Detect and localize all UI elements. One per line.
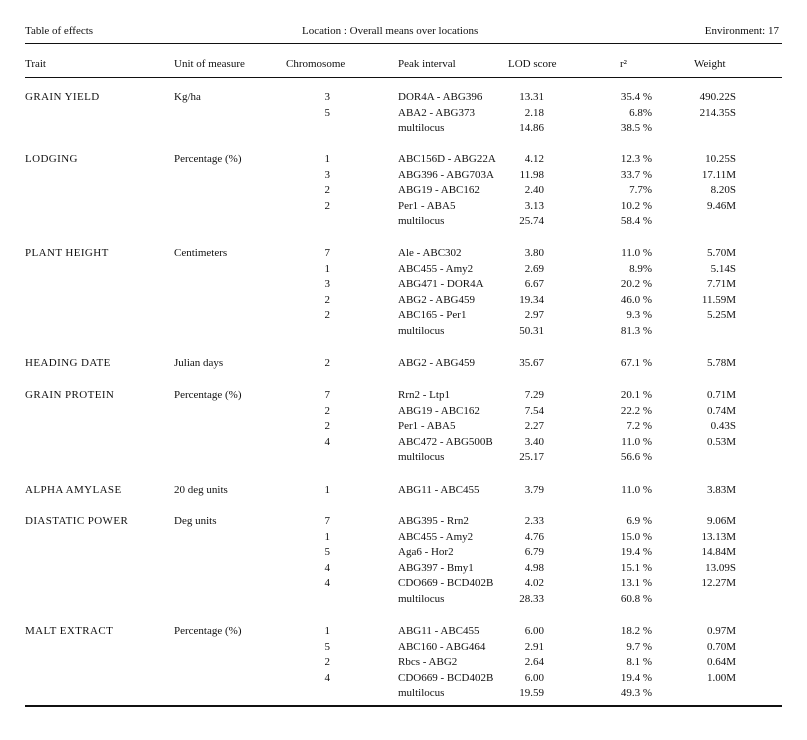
- trait-name: GRAIN YIELD: [25, 91, 100, 103]
- r2-value: 56.6 %: [620, 451, 652, 464]
- r2-value: 60.8 %: [620, 593, 652, 605]
- weight-value: 10.25S: [705, 153, 736, 165]
- chromosome-value: 4: [324, 671, 330, 684]
- chromosome-value: 1: [324, 530, 330, 543]
- lod-score: 19.34: [519, 293, 544, 306]
- r2-value: 49.3 %: [620, 687, 652, 700]
- chromosome-value: 3: [324, 278, 330, 291]
- chromosome-value: 7: [324, 389, 330, 401]
- r2-value: 81.3 %: [620, 325, 652, 337]
- r2-value: 12.3 %: [620, 153, 652, 165]
- peak-interval: ABC455 - Amy2: [398, 262, 474, 275]
- weight-value: 0.71M: [706, 389, 736, 401]
- lod-score: 2.40: [524, 184, 544, 197]
- lod-score: 4.98: [524, 561, 544, 574]
- peak-interval: ABG11 - ABC455: [398, 484, 480, 496]
- r2-value: 19.4 %: [620, 671, 652, 684]
- r2-value: 7.2 %: [626, 420, 652, 433]
- r2-value: 7.7%: [629, 184, 652, 197]
- lod-score: 2.27: [524, 420, 544, 433]
- lod-score: 25.17: [519, 451, 544, 464]
- lod-score: 7.29: [524, 389, 544, 401]
- peak-interval: multilocus: [398, 122, 445, 135]
- lod-score: 4.12: [524, 153, 544, 165]
- lod-score: 28.33: [519, 593, 544, 605]
- r2-value: 46.0 %: [620, 293, 652, 306]
- peak-interval: DOR4A - ABG396: [398, 91, 483, 103]
- peak-interval: ABG2 - ABG459: [398, 357, 476, 369]
- chromosome-value: 2: [324, 184, 330, 197]
- lod-score: 11.98: [519, 168, 544, 181]
- trait-name: ALPHA AMYLASE: [25, 484, 122, 496]
- lod-score: 2.91: [524, 640, 544, 653]
- unit-of-measure: Percentage (%): [174, 389, 242, 401]
- table-caption: Table of effects: [25, 25, 94, 37]
- col-header-weight: Weight: [694, 58, 726, 70]
- r2-value: 20.1 %: [620, 389, 652, 401]
- weight-value: 214.35S: [699, 106, 736, 119]
- unit-of-measure: Kg/ha: [174, 91, 201, 103]
- chromosome-value: 5: [324, 106, 330, 119]
- peak-interval: multilocus: [398, 451, 445, 464]
- location-label: Location : Overall means over locations: [302, 25, 479, 37]
- weight-value: 13.13M: [701, 530, 736, 543]
- chromosome-value: 2: [324, 656, 330, 669]
- weight-value: 7.71M: [706, 278, 736, 291]
- lod-score: 6.79: [524, 546, 544, 559]
- environment-label: Environment: 17: [704, 25, 779, 37]
- unit-of-measure: Julian days: [174, 357, 224, 369]
- r2-value: 22.2 %: [620, 404, 652, 417]
- chromosome-value: 1: [324, 484, 330, 496]
- chromosome-value: 2: [324, 420, 330, 433]
- r2-value: 15.1 %: [620, 561, 652, 574]
- lod-score: 2.69: [524, 262, 544, 275]
- col-header-r2: r²: [620, 58, 627, 70]
- weight-value: 12.27M: [701, 577, 736, 590]
- lod-score: 6.00: [524, 625, 544, 637]
- lod-score: 2.97: [524, 309, 544, 322]
- peak-interval: ABG2 - ABG459: [398, 293, 476, 306]
- lod-score: 3.40: [524, 435, 544, 448]
- peak-interval: ABC455 - Amy2: [398, 530, 474, 543]
- r2-value: 11.0 %: [621, 435, 652, 448]
- chromosome-value: 2: [324, 357, 330, 369]
- chromosome-value: 4: [324, 435, 330, 448]
- weight-value: 490.22S: [699, 91, 736, 103]
- col-header-peak: Peak interval: [398, 58, 456, 70]
- chromosome-value: 3: [324, 91, 330, 103]
- chromosome-value: 2: [324, 199, 330, 212]
- peak-interval: ABG471 - DOR4A: [398, 278, 484, 291]
- r2-value: 8.9%: [629, 262, 652, 275]
- weight-value: 8.20S: [710, 184, 736, 197]
- lod-score: 2.18: [524, 106, 544, 119]
- lod-score: 3.79: [524, 484, 544, 496]
- chromosome-value: 4: [324, 561, 330, 574]
- r2-value: 11.0 %: [621, 247, 652, 259]
- peak-interval: ABC472 - ABG500B: [398, 435, 493, 448]
- weight-value: 1.00M: [706, 671, 736, 684]
- r2-value: 19.4 %: [620, 546, 652, 559]
- weight-value: 11.59M: [701, 293, 736, 306]
- lod-score: 7.54: [524, 404, 544, 417]
- lod-score: 35.67: [519, 357, 544, 369]
- r2-value: 10.2 %: [620, 199, 652, 212]
- weight-value: 9.46M: [706, 199, 736, 212]
- peak-interval: multilocus: [398, 687, 445, 700]
- r2-value: 20.2 %: [620, 278, 652, 291]
- peak-interval: ABG396 - ABG703A: [398, 168, 494, 181]
- column-header-rule: [25, 77, 782, 78]
- weight-value: 5.25M: [706, 309, 736, 322]
- peak-interval: ABG19 - ABC162: [398, 404, 480, 417]
- r2-value: 9.3 %: [626, 309, 652, 322]
- col-header-chromosome: Chromosome: [286, 58, 346, 70]
- peak-interval: ABC165 - Per1: [398, 309, 467, 322]
- lod-score: 6.67: [524, 278, 544, 291]
- peak-interval: ABA2 - ABG373: [398, 106, 476, 119]
- lod-score: 4.02: [524, 577, 544, 590]
- r2-value: 33.7 %: [620, 168, 652, 181]
- r2-value: 13.1 %: [620, 577, 652, 590]
- weight-value: 3.83M: [706, 484, 736, 496]
- peak-interval: Rbcs - ABG2: [398, 656, 458, 669]
- chromosome-value: 7: [324, 515, 330, 527]
- unit-of-measure: Percentage (%): [174, 625, 242, 637]
- r2-value: 35.4 %: [620, 91, 652, 103]
- peak-interval: ABG19 - ABC162: [398, 184, 480, 197]
- lod-score: 19.59: [519, 687, 544, 700]
- chromosome-value: 4: [324, 577, 330, 590]
- weight-value: 5.14S: [710, 262, 736, 275]
- peak-interval: multilocus: [398, 325, 445, 337]
- chromosome-value: 1: [324, 153, 330, 165]
- weight-value: 0.74M: [706, 404, 736, 417]
- chromosome-value: 2: [324, 293, 330, 306]
- lod-score: 3.13: [524, 199, 544, 212]
- peak-interval: Per1 - ABA5: [398, 420, 456, 433]
- peak-interval: CDO669 - BCD402B: [398, 577, 494, 590]
- r2-value: 11.0 %: [621, 484, 652, 496]
- trait-name: LODGING: [25, 153, 78, 165]
- peak-interval: ABG395 - Rrn2: [398, 515, 469, 527]
- unit-of-measure: Deg units: [174, 515, 217, 527]
- r2-value: 6.8%: [629, 106, 652, 119]
- trait-name: GRAIN PROTEIN: [25, 389, 115, 401]
- table-bottom-rule: [25, 705, 782, 707]
- chromosome-value: 7: [324, 247, 330, 259]
- chromosome-value: 2: [324, 404, 330, 417]
- weight-value: 0.70M: [706, 640, 736, 653]
- lod-score: 13.31: [519, 91, 544, 103]
- r2-value: 58.4 %: [620, 215, 652, 228]
- weight-value: 0.97M: [706, 625, 736, 637]
- trait-name: PLANT HEIGHT: [25, 247, 109, 259]
- weight-value: 0.64M: [706, 656, 736, 669]
- header-rule: [25, 43, 782, 44]
- peak-interval: Per1 - ABA5: [398, 199, 456, 212]
- peak-interval: ABC156D - ABG22A: [398, 153, 496, 165]
- lod-score: 4.76: [524, 530, 544, 543]
- peak-interval: Ale - ABC302: [398, 247, 462, 259]
- lod-score: 2.33: [524, 515, 544, 527]
- r2-value: 18.2 %: [620, 625, 652, 637]
- lod-score: 3.80: [524, 247, 544, 259]
- chromosome-value: 1: [324, 262, 330, 275]
- lod-score: 14.86: [519, 122, 544, 135]
- peak-interval: Aga6 - Hor2: [398, 546, 454, 559]
- lod-score: 2.64: [524, 656, 544, 669]
- col-header-trait: Trait: [25, 58, 46, 70]
- chromosome-value: 5: [324, 640, 330, 653]
- weight-value: 5.78M: [706, 357, 736, 369]
- chromosome-value: 3: [324, 168, 330, 181]
- unit-of-measure: 20 deg units: [174, 484, 228, 496]
- weight-value: 5.70M: [706, 247, 736, 259]
- peak-interval: ABG397 - Bmy1: [398, 561, 474, 574]
- weight-value: 9.06M: [706, 515, 736, 527]
- trait-name: DIASTATIC POWER: [25, 515, 129, 527]
- chromosome-value: 5: [324, 546, 330, 559]
- lod-score: 50.31: [519, 325, 544, 337]
- weight-value: 0.53M: [706, 435, 736, 448]
- peak-interval: multilocus: [398, 593, 445, 605]
- chromosome-value: 2: [324, 309, 330, 322]
- weight-value: 14.84M: [701, 546, 736, 559]
- r2-value: 6.9 %: [626, 515, 652, 527]
- r2-value: 38.5 %: [620, 122, 652, 135]
- r2-value: 8.1 %: [626, 656, 652, 669]
- weight-value: 13.09S: [705, 561, 736, 574]
- r2-value: 67.1 %: [620, 357, 652, 369]
- peak-interval: ABC160 - ABG464: [398, 640, 486, 653]
- col-header-lod: LOD score: [508, 58, 557, 70]
- weight-value: 17.11M: [701, 168, 736, 181]
- r2-value: 15.0 %: [620, 530, 652, 543]
- peak-interval: multilocus: [398, 215, 445, 228]
- unit-of-measure: Centimeters: [174, 247, 228, 259]
- col-header-unit: Unit of measure: [174, 58, 245, 70]
- chromosome-value: 1: [324, 625, 330, 637]
- trait-name: HEADING DATE: [25, 357, 111, 369]
- unit-of-measure: Percentage (%): [174, 153, 242, 165]
- weight-value: 0.43S: [710, 420, 736, 433]
- lod-score: 25.74: [519, 215, 544, 228]
- peak-interval: ABG11 - ABC455: [398, 625, 480, 637]
- lod-score: 6.00: [524, 671, 544, 684]
- peak-interval: Rrn2 - Ltp1: [398, 389, 450, 401]
- r2-value: 9.7 %: [626, 640, 652, 653]
- trait-name: MALT EXTRACT: [25, 625, 114, 637]
- peak-interval: CDO669 - BCD402B: [398, 671, 494, 684]
